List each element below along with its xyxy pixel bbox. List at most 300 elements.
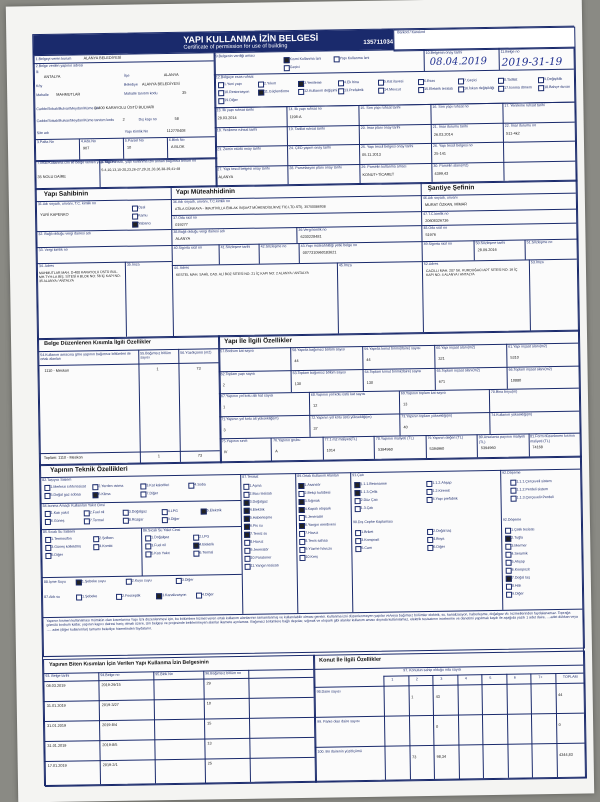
building-field-label: 66.Toplam inşaat alanı(m2): [508, 366, 552, 372]
date-field-label: 14. İlk yapı ruhsat no: [288, 106, 322, 112]
hotwater-label: 2.Şofben: [99, 535, 114, 541]
building-field-value: 13: [403, 402, 408, 407]
building-field-label: 75.Yapının sınıfı: [221, 439, 248, 444]
handwritten-date: 08.04.2019: [429, 56, 488, 68]
finished-parts-col-header: 95.Blok No: [155, 672, 173, 677]
permit-form: [32, 26, 586, 786]
common-area-label: 1.Asansör: [304, 482, 321, 487]
roof-label: 1.1.2.Ahşap: [432, 480, 452, 485]
floor-label: 2.Tuğla: [511, 535, 524, 540]
ruhsat-option-label: 9.Değişiklik: [543, 76, 563, 82]
contractor-tax-no: 6230228481: [300, 234, 322, 239]
building-field-label: 61.Yapı inşaat alanı(m2): [508, 344, 548, 349]
ruhsat-option-label: 11.Güçlendirme: [264, 89, 290, 94]
date-field-label: 26. Yapı tescil belgesi no: [432, 143, 473, 148]
date-field-label: 18. Yenileme ruhsat tarihi: [216, 127, 258, 132]
mahalle-code-value: 35: [182, 90, 187, 95]
ada-label: 4.Ada No: [80, 139, 96, 144]
field-50-label: 50.Sözleşme tarihi: [475, 240, 506, 246]
building-field-value: 5394960: [378, 447, 393, 453]
building-field-value: A: [275, 449, 278, 454]
form-subtitle: Certificate of permission for use of building: [183, 43, 288, 51]
owner-foreign-label: Yabancı: [138, 221, 152, 226]
fuel-label: 5.Elektrik: [206, 508, 222, 513]
building-field-value: 5394960: [429, 447, 445, 452]
finished-parts-cell: 13: [207, 741, 212, 746]
floor-label: 8.Halı: [511, 583, 522, 588]
building-field-label: 81.Form düzenlenen kısmın maliyeti (TL): [530, 434, 575, 443]
parsel-value: 10: [126, 145, 132, 150]
field-56-label: 56.Yüzölçümü (m2): [180, 350, 212, 355]
hotwater-fuel-label: 1.Doğalgaz: [151, 535, 170, 540]
ruhsat-option-label: 3.Yenileme: [303, 80, 322, 85]
parsel-label: 5.Parsel No: [124, 138, 144, 143]
contractor-tax-office: ALANYA: [175, 236, 191, 241]
partial-row-area: 73: [196, 366, 201, 371]
date-field-label: 29. Parselin kullanma amacı: [361, 163, 407, 169]
common-area-label: 2.Bekçi kulübesi: [304, 490, 331, 495]
partial-use-label: Kısmi Kullanma İzni: [289, 56, 322, 62]
housing-col-header: 6: [513, 675, 516, 680]
building-field-value: 37: [313, 426, 318, 431]
barcode-label: Barkod / Karekod: [397, 29, 426, 35]
roof-label: 1.3.Çatı: [360, 505, 374, 511]
hotwater-fuel-label: 2.LPG: [199, 534, 210, 539]
facade-label: 5.Cam: [361, 545, 372, 551]
field-33-label: 33. Vergi kimlik no: [38, 247, 68, 253]
building-field-value: IV: [223, 450, 228, 455]
installation-label: 2.Bacı tesisatı: [249, 491, 273, 496]
date-field-label: 20. İmar planı onay tarihi: [360, 124, 401, 130]
floor-label: 9.Diğer: [512, 591, 524, 596]
date-field-label: 13. İlk yapı ruhsat tarihi: [216, 107, 254, 113]
field-41-label: 41.Sözleşme tarihi: [220, 244, 251, 250]
housing-cell: 1: [411, 695, 414, 700]
hotwater-label: 4.Kombi: [99, 543, 113, 549]
date-field-label: 19. Tadilat ruhsat tarihi: [288, 126, 325, 131]
installation-label: 10.Paratoner: [250, 555, 272, 560]
partial-section-title: Belge Düzenlenen Kısımla İlgili Özellikler: [44, 339, 152, 348]
water-label: 1.Şebeke suyu: [81, 579, 106, 584]
building-field-label: 58.Yapıda bağımsız bölüm sayısı: [292, 347, 346, 353]
field-8-value: 5-4,10,13,15-20,23,26-27,29,31,33,36,38-39,41-48: [101, 166, 181, 173]
cadde-code-value: 2: [122, 117, 125, 122]
partial-total-count: 1: [157, 454, 161, 459]
finished-parts-cell: 29: [206, 681, 211, 686]
building-field-label: 77.1 m2 maliyeti(TL): [324, 437, 358, 443]
finished-parts-col-header: 94.Belge no: [100, 672, 120, 678]
field-52-label: 52.Adres: [423, 261, 439, 267]
building-id-value: 112770408: [166, 128, 186, 134]
fuel-label: 9.Diğer: [167, 516, 180, 522]
temporary-label: Geçici: [289, 64, 300, 70]
building-field-label: 63.Toplam bağımsız bölüm sayısı: [292, 369, 346, 375]
ruhsat-option-label: 10.Restorasyon: [224, 89, 250, 95]
building-field-label: 76.Yapının grubu: [273, 438, 301, 443]
housing-col-header: 5: [489, 676, 492, 681]
field-97-label: 97. Konutun sahip olduğu oda sayısı: [403, 667, 462, 673]
partial-total-area: 73: [197, 453, 203, 458]
form-title: YAPI KULLANMA İZİN BELGESİ: [183, 32, 319, 45]
owner-address: MAHMUTLAR MAH. D-400 KARAYOLU ÜSTÜ BUL. MH.TYH-LA BİŞ. SİTESİ A BLOK NO: 58 İÇ KAPI NO: 35 ALANYA / ANTALYA: [38, 269, 121, 284]
building-field-value: 40: [403, 425, 408, 430]
field-34-label: 34. Adres: [38, 263, 55, 269]
field-40-label: 40.Sigorta sicil no: [173, 245, 202, 250]
handwritten-number: 2019-31-19: [501, 55, 563, 69]
installation-label: 8.Havuz: [250, 539, 264, 544]
field-46-label: 46.Adı soyadı, unvanı: [422, 195, 458, 201]
door-no-label: Dış kapı no: [138, 117, 157, 122]
site-chief-chamber: 51976: [425, 232, 437, 238]
contractor-section-title: Yapı Müteahhidinin: [175, 187, 236, 196]
installation-label: 11.Yangın tesisatı: [250, 563, 279, 568]
field-89-label: 89.Ortak Kullanım Alanları: [297, 473, 339, 479]
roof-label: 1.1.3.Çelik: [360, 489, 378, 495]
field-9-label: 9.Belgenin verdiği amacı: [215, 53, 255, 59]
fuel-label: 2.Fuel oil: [89, 510, 105, 515]
field-47-label: 47.T.C.kimlik no: [423, 211, 449, 217]
building-field-label: 67.Yapının yol kotu altı kat sayısı: [220, 393, 274, 399]
building-field-label: 69.Yapının toplam kat sayısı: [400, 390, 447, 396]
date-field-value: KONUT+TİCARET: [362, 171, 395, 177]
finished-parts-col-header: 93. Belge tarihi: [45, 673, 70, 679]
facade-label: 1.Briket: [361, 529, 374, 535]
field-1-label: 1.Belgeyi veren kurum: [35, 56, 72, 62]
field-1-value: ALANYA BELEDİYESİ: [83, 55, 122, 61]
heating-label: 7.Diğer: [146, 491, 159, 496]
date-field-value: 1198-A: [289, 114, 302, 120]
ruhsat-option-label: 14.Mevcut: [384, 87, 401, 92]
housing-col-header: 4: [464, 676, 467, 681]
housing-col-header: 7+: [538, 675, 543, 680]
building-field-value: 130: [294, 381, 302, 386]
field-38-label: 38.Bağlı olduğu vergi dairesi adı: [173, 229, 225, 234]
field-92b-label: 92.Döşeme: [502, 517, 522, 522]
site-chief-name: MURAT ÖZKAN, MİMAR: [424, 202, 468, 208]
date-field-label: 25. Yapı tescil belgesi onay tarihi: [361, 144, 414, 150]
field-48-label: 48.Oda sicil no: [423, 225, 448, 231]
building-field-label: 78.Yapının maliyeti (TL): [375, 436, 414, 442]
ruhsat-option-label: 8.Tadilat: [503, 77, 518, 82]
floor-label: 4.Seramik: [511, 551, 528, 556]
building-field-value: 10880: [510, 378, 522, 383]
mahalle-label: Mahalle: [36, 92, 49, 98]
field-54-label: 54.Kullanım amacına göre yapının bağımsız bölümleri ile ortak alanları: [40, 351, 131, 362]
ruhsat-option-label: 13.Prefabrik: [344, 87, 364, 93]
housing-row-label: 98.Daire sayısı: [316, 689, 341, 694]
field-31-label: 31.Adı soyadı, unvanı, T.C. kimlik no: [37, 201, 96, 207]
housing-col-header: TOPLAM: [562, 674, 578, 679]
building-section-title: Yapı İle İlgili Özellikler: [224, 337, 293, 346]
field-7-label: 7.İmar/Kullanma izni ile belge verilen yapı bilgileri: [37, 159, 116, 166]
field-49-label: 49.Sigorta sicil no: [423, 241, 452, 247]
mahalle-code-label: Mahalle tanıtım kodu: [124, 91, 158, 96]
field-35-label: 35.İmza: [126, 262, 140, 267]
field-91-label: 91.Çatı: [352, 473, 364, 478]
field-55-label: 55.Bağımsız bölüm sayısı: [140, 351, 172, 360]
field-92-label: 92.Döşeme: [502, 470, 521, 475]
building-field-label: 73.Yapının toplam yüksekliği(m): [401, 413, 453, 419]
field-11-label: 11.Belge no: [500, 49, 520, 54]
finished-parts-cell: 25: [207, 761, 212, 766]
heating-label: 1.Merkezi sıhhi tesisat: [50, 484, 86, 489]
field-7-value: 35 NOLU DAİRE: [37, 174, 66, 180]
field-51-label: 51.Sözleşme no: [526, 240, 553, 245]
form-number: 135711034: [363, 39, 394, 46]
ada-value: 907: [82, 146, 90, 151]
system-label: 1.1.3.Çerçeveli+Perdeli: [516, 495, 554, 500]
facade-label: 4.Boya: [433, 536, 445, 541]
heating-label: 3.Kat kaloriferi: [146, 483, 170, 488]
building-field-value: 44: [366, 357, 371, 362]
ruhsat-option-label: 19.Diğer: [224, 97, 238, 103]
housing-section-title: Konut İle İlgili Özellikler: [319, 656, 382, 664]
finished-parts-cell: 17.01.2019: [47, 763, 67, 769]
il-label: İli: [35, 70, 39, 75]
building-field-label: 62.Toplam yapı sayısı: [220, 371, 256, 376]
finished-parts-cell: 2019-29/15: [101, 682, 121, 688]
common-area-label: 6.Yangın merdiveni: [304, 522, 336, 527]
housing-cell: 98,34: [436, 754, 447, 759]
field-8-label: 8.Yapı ruhsatı, yapı kullanma izni alınan bağımsız bölüm no: [101, 158, 197, 165]
ruhsat-option-label: 5.Kat ilavesi: [383, 79, 404, 84]
field-32-label: 32. Bağlı olduğu vergi dairesi adı: [38, 231, 91, 237]
date-field-label: 16. Son yapı ruhsat no: [432, 104, 469, 109]
field-42-label: 42.Sözleşme no: [260, 244, 287, 249]
owner-name: YURİ KAPENKO: [40, 212, 69, 218]
site-label: Site adı: [36, 130, 49, 136]
installation-label: 6.Pis su: [249, 523, 263, 528]
finished-parts-cell: 31.01.2019: [47, 743, 67, 749]
hotwater-label: 3.Güneş kollektörü: [51, 544, 82, 549]
cadde-label: Cadde/Sokak/Bulvar/Meydan/Küme adı: [36, 106, 100, 112]
partial-row-use: 1110 - Meskon: [44, 368, 70, 374]
partial-total-use: Toplam: 1110 - Meskon: [43, 455, 83, 461]
blok-value: A BLOK: [170, 144, 185, 149]
heating-label: 5.Doğal gaz sobası: [50, 492, 82, 497]
date-field-value: ALANYA: [218, 174, 234, 179]
ilce-label: İlçe: [123, 73, 130, 78]
ilce-value: ALANYA: [163, 72, 179, 78]
building-field-label: 57.Bodrum kat sayısı: [220, 348, 255, 354]
finished-parts-col-header: 96.Bağımsız bölüm no: [205, 670, 242, 676]
partial-row-count: 1: [156, 367, 159, 372]
housing-col-header: 3: [440, 676, 443, 681]
pafta-label: 3.Pafta No: [36, 139, 54, 145]
site-chief-section-title: Şantiye Şefinin: [427, 184, 475, 192]
building-field-value: 130: [366, 380, 374, 385]
installation-label: 7.Temiz su: [250, 531, 268, 536]
date-field-value: 4399,43: [434, 171, 449, 176]
building-field-value: 44: [294, 359, 299, 364]
date-field-label: 28. Parselasyon planı onay tarihi: [289, 164, 342, 170]
building-field-label: 68.Yapının yol kotu üstü kat sayısı: [310, 392, 366, 398]
building-field-label: 72.Yapının yol kotu üstü yüksekliği(m): [311, 414, 372, 420]
system-label: 1.1.1.Çerçeveli sistem: [516, 479, 552, 484]
heating-label: 6.Klima: [98, 491, 111, 497]
date-field-value: 25-141: [434, 151, 447, 156]
hotwater-label: 1.Termosifon: [51, 536, 72, 541]
installation-label: 4.Elektrik: [249, 507, 265, 512]
date-field-value: 28.03.2014: [217, 115, 237, 121]
floor-label: 6.Kompozit: [511, 567, 530, 572]
common-area-label: 8.Tenis sahası: [305, 538, 329, 543]
field-12-label: 12.Belgeye esas ruhsat: [215, 74, 254, 80]
field-37-label: 37.Oda sicil no: [173, 215, 197, 220]
cadde-code-label: Cadde/Sokak/Bulvar/Meydan/Küme tanıtım kodu: [36, 117, 115, 124]
building-field-label: 71.Yapının yol kotu alt yüksekliği(m): [221, 416, 279, 422]
ruhsat-option-label: 18.Bahçe duvarı: [544, 84, 571, 90]
building-field-value: 1: [223, 405, 226, 410]
building-field-value: 1014: [326, 448, 336, 453]
finished-parts-title: Yapının Biten Kısımları İçin Verilen Yapı Kullanma İzin Belgesinin: [49, 659, 209, 668]
fuel-label: 1.Katı yakıt: [50, 510, 69, 515]
building-field-value: 321: [438, 356, 445, 361]
legal-notice: Yapının kısmen kullanılması mümkün olan kısımlarına Yapı İzni düzenlenmesi için, bu bölümlere hizmet veren ortak kullanım alanlarının tamamlanmış ve kullanılabilir olması gerekir. Kullanma izni düzenlenmeyen yapılar ve/veya bağımsız bölümler elektrik, su, kanalizasyon, haberleşme, doğalgaz vb. hizmetlerinden faydalanamaz. Toprağa gömülü bodrum katlar, yapının kapıcı dairesi hariç olmak üzere, izin belgesi ve projesinde belirlenmeyen alanlar ikamete ayrılamaz. Bağımsız bölümlere bağlı depolar, sığınak ve otopark gibi alanlar kullanım amacı dışında kullanılamaz, elektrik tesisatının incelenme ve denetimi yapılmak kaydı ile aşağıda yazılı 1 adet daire, ....adet dükkan veya ..... adet (diğer kullanımlar) tamamı belediye hizmetinden faydalanır.: [46, 610, 578, 632]
water-label: 3.Diğer: [181, 577, 194, 582]
ruhsat-option-label: 4.Ek bina: [343, 80, 360, 85]
building-field-value: 671: [438, 379, 446, 384]
fuel-label: 4.LPG: [167, 508, 178, 514]
ruhsat-option-label: 17.Isınma dönem: [504, 85, 532, 90]
field-84-label: 84.Isınma Amaçlı Kullanılan Yakıt Cinsi: [42, 503, 105, 509]
hotwater-fuel-label: 3.Fuel oil: [151, 543, 166, 548]
building-field-label: 79.Yapının değeri (TL): [427, 435, 464, 441]
water-label: 2.Kuyu suyu: [131, 578, 152, 583]
contractor-address: KESTEL MAH. SAHİL CAD. ALİ BOZ SİTESİ NO: 21 İÇ KAPI NO: 2 ALANYA / ANTALYA: [175, 270, 309, 277]
heating-label: 4.Soba: [194, 482, 206, 487]
site-chief-address: CACILLI MAH. 207 SK. KURDUĞACI APT SİTESİ NO: 16 İÇ KAPI NO: 4 ALANYA / ANTALYA: [425, 267, 518, 278]
hotwater-label: 5.Diğer: [51, 552, 64, 557]
fuel-label: 7.Termal: [89, 518, 104, 523]
building-field-value: 2: [222, 382, 225, 387]
facade-label: 2.Doğal taş: [433, 528, 452, 533]
building-field-value: 5310: [510, 355, 519, 360]
koy-label: Köy: [36, 84, 43, 89]
field-44-label: 44. Adres: [173, 265, 190, 270]
building-field-label: 60.Yapı inşaat alanı(m2): [436, 345, 476, 350]
floor-label: 7.Doğal taş: [511, 575, 531, 580]
installation-label: 5.Haberleşme: [249, 515, 273, 520]
finished-parts-cell: 2019-8/4: [102, 722, 118, 728]
blok-label: 6.Blok No: [168, 137, 185, 143]
finished-parts-cell: 31.01.2019: [47, 723, 67, 729]
field-45-label: 45.İmza: [338, 263, 352, 268]
housing-row-label: 99. Parke olan daire sayısı: [317, 719, 360, 724]
building-field-label: 70.Bina boyu(m): [490, 389, 518, 395]
housing-row-label: 100. Bir dairenin yüzölçümü: [317, 749, 362, 754]
housing-cell: 4344,83: [559, 752, 573, 757]
building-field-label: 65.Toplam inşaat alanı(m2): [436, 367, 480, 373]
housing-cell: 43: [435, 694, 440, 699]
ruhsat-option-label: 2.Yıkım: [263, 81, 277, 86]
full-use-label: Yapı Kullanma İzni: [339, 55, 370, 61]
field-39-label: 39.Vergi kimlik no: [298, 227, 327, 233]
housing-col-header: 1: [391, 677, 394, 682]
finished-parts-cell: 2019-2/1: [102, 762, 118, 768]
field-86-label: 86.Sıcak Su Yakıt Cinsi: [142, 527, 181, 533]
building-field-label: 64.Toplam konut birimi(daire) sayısı: [364, 368, 422, 374]
installation-label: 3.Doğalgaz: [249, 499, 268, 504]
roof-label: 4.Yapı prefabrik: [432, 496, 458, 501]
floor-label: 5.Ahşap: [511, 559, 525, 564]
housing-cell: 44: [558, 692, 563, 697]
housing-cell: 0: [558, 722, 561, 727]
belediye-value: ALANYA BELEDİYESİ: [141, 81, 180, 87]
building-field-value: 3: [223, 427, 226, 433]
finished-parts-cell: 31.01.2019: [46, 703, 66, 709]
contractor-chamber-no: 019277: [175, 222, 188, 227]
cadde-value: D-400 KARAYOLU ÜSTÜ BULVARI: [94, 105, 155, 111]
building-field-value: 74168: [532, 445, 543, 450]
water-label: 88.İçme Suyu: [43, 579, 66, 585]
ruhsat-option-label: 15.Elektrik tesisatı: [424, 86, 454, 92]
installation-label: 9.Jeneratör: [250, 547, 269, 552]
date-field-label: 30. Parselin alanı(m2): [433, 162, 469, 168]
technical-section-title: Yapının Teknik Özellikleri: [50, 465, 128, 474]
sewer-label: 4.Diğer: [202, 592, 214, 597]
owner-private-label: Özel: [137, 205, 146, 210]
building-field-value: 5394960: [480, 446, 496, 451]
sewer-label: 87.Atık su: [44, 594, 61, 600]
sewer-label: 2.Fosseptik: [122, 593, 141, 598]
door-no-value: 58: [174, 116, 179, 121]
date-field-value: 05.11.2013: [362, 152, 381, 157]
date-field-label: 21. İmar durumu tarihi: [432, 123, 468, 129]
date-field-label: 15. Son yapı ruhsat tarihi: [360, 105, 401, 111]
site-chief-tc: 20608326736: [425, 218, 449, 224]
fuel-label: 6.Güneş: [50, 518, 65, 523]
field-82-label: 82.Taşıyıcı Sistem: [42, 477, 72, 483]
common-area-label: 3.Sığınak: [304, 498, 320, 503]
mahalle-value: MAHMUTLAR: [56, 92, 81, 97]
building-field-value: 12: [313, 403, 318, 408]
floor-label: 3.Mermer: [511, 543, 527, 548]
building-field-label: 80.Arsa/arsa payının maliyeti (TL): [478, 434, 526, 444]
floor-label: 1.Çelik tesisatı: [511, 527, 535, 532]
il-value: ANTALYA: [43, 74, 61, 79]
fuel-label: 8.Rüzgar: [128, 517, 144, 522]
sewer-label: 3.Kanalizasyon: [162, 592, 187, 598]
finished-parts-cell: 10: [206, 701, 212, 706]
date-field-label: 27. Yapı tescil belgesi onay tarihi: [217, 165, 270, 171]
common-area-label: 5.Jeneratör: [304, 514, 324, 519]
field-2-label: 2.Belge verilen yapının adresi: [35, 63, 84, 69]
building-field-label: 59.Yapıda konut birimi(daire) sayısı: [364, 346, 421, 351]
contractor-license-no: 0077310960183621: [302, 250, 337, 255]
ruhsat-option-label: 6.Esas: [423, 78, 436, 84]
housing-cell: 73: [412, 755, 417, 760]
roof-label: 1.1.1.Betonarme: [360, 481, 387, 487]
ruhsat-option-label: 1.Yeni yapı: [223, 81, 242, 87]
sewer-label: 1.Şebeke: [82, 594, 98, 599]
common-area-label: 4.Kapalı otopark: [304, 506, 331, 511]
housing-cell: 0: [436, 724, 439, 729]
hotwater-fuel-label: 5.Katı Yakıt: [151, 551, 170, 556]
date-field-label: 17. Yenileme ruhsat tarihi: [504, 103, 545, 108]
heating-label: 2.Yerden ısıtma: [98, 483, 124, 489]
ruhsat-option-label: 12.Kullanım değişimi: [304, 88, 338, 93]
field-85-label: 85.Sıcak Su Sistemi: [43, 529, 76, 535]
hotwater-fuel-label: 6.Termal: [199, 550, 214, 555]
paper-sheet: [6, 0, 594, 802]
hotwater-fuel-label: 4.Elektrik: [199, 542, 215, 547]
fuel-label: 3.Doğalgaz: [128, 509, 147, 514]
owner-public-label: Kamu: [138, 213, 148, 218]
ruhsat-option-label: 7.Geçici: [463, 78, 478, 83]
date-field-label: 22. İmar durumu no: [504, 122, 537, 128]
building-id-label: Yapı Kimlik No: [124, 129, 149, 134]
